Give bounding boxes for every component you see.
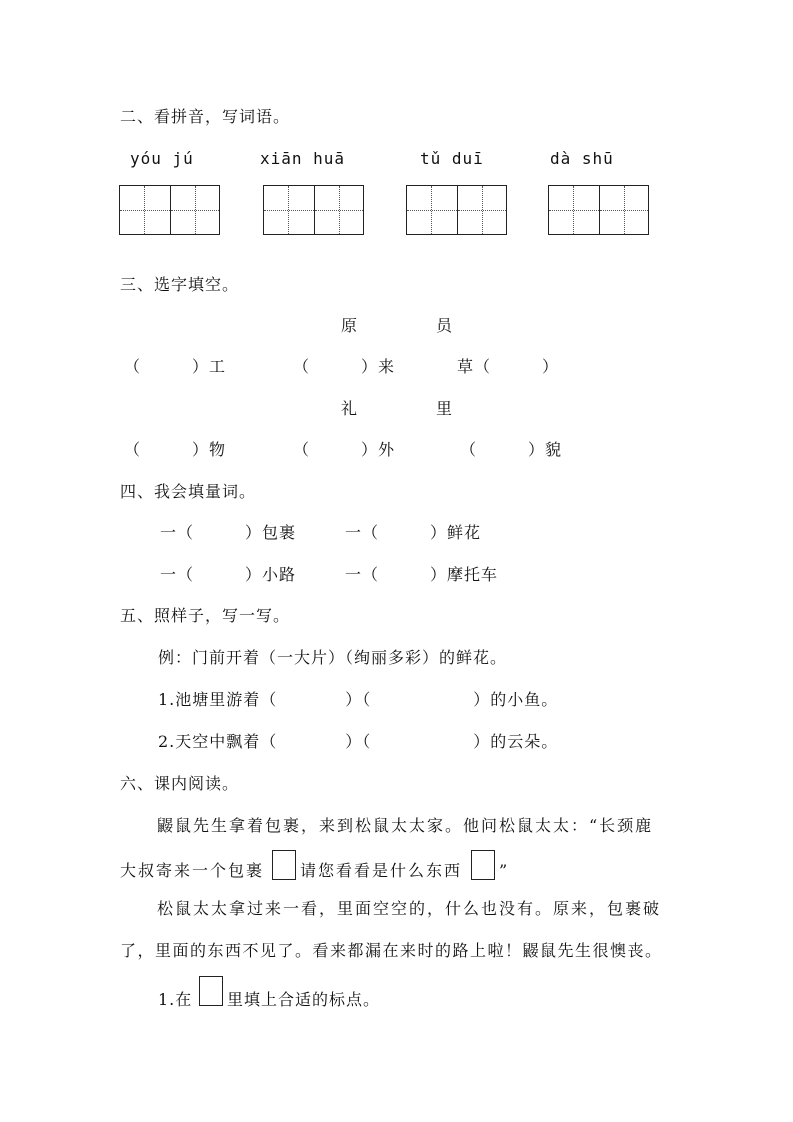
grid-cell[interactable] [120, 186, 170, 234]
fill-item[interactable]: （ ）工 [124, 357, 227, 376]
measure-word-item[interactable]: 一（ ）摩托车 [345, 565, 499, 584]
grid-cell[interactable] [457, 186, 507, 234]
pinyin-1: yóu jú [130, 149, 194, 168]
section-6-title: 六、课内阅读。 [120, 774, 240, 793]
writing-grid-2[interactable] [263, 185, 364, 235]
writing-grid-4[interactable] [548, 185, 649, 235]
section-2-title: 二、看拼音，写词语。 [120, 107, 291, 126]
grid-cell[interactable] [549, 186, 599, 234]
section-5-title: 五、照样子，写一写。 [120, 606, 291, 625]
section-4-title: 四、我会填量词。 [120, 482, 257, 501]
punctuation-box[interactable] [471, 850, 495, 880]
grid-cell[interactable] [407, 186, 457, 234]
measure-word-item[interactable]: 一（ ）小路 [160, 565, 297, 584]
fill-item[interactable]: （ ）外 [293, 440, 396, 459]
section-3-title: 三、选字填空。 [120, 275, 240, 294]
fill-item[interactable]: （ ）来 [293, 357, 396, 376]
grid-cell[interactable] [314, 186, 364, 234]
choice-char-4: 里 [436, 399, 454, 418]
pinyin-4: dà shū [550, 149, 614, 168]
pinyin-3: tǔ duī [420, 149, 484, 168]
reading-paragraph-2-line-1: 松鼠太太拿过来一看，里面空空的，什么也没有。原来，包裹破 [157, 899, 662, 918]
punctuation-box[interactable] [272, 850, 296, 880]
reading-question-1a: 1.在 [158, 990, 193, 1009]
punctuation-box[interactable] [199, 976, 223, 1006]
grid-cell[interactable] [264, 186, 314, 234]
choice-char-3: 礼 [341, 399, 359, 418]
measure-word-item[interactable]: 一（ ）包裹 [160, 523, 297, 542]
writing-grid-1[interactable] [119, 185, 220, 235]
fill-item[interactable]: （ ）貌 [460, 440, 563, 459]
reading-paragraph-2-line-2: 了，里面的东西不见了。看来都漏在来时的路上啦！鼹鼠先生很懊丧。 [120, 941, 663, 960]
choice-char-2: 员 [436, 316, 454, 335]
example-sentence: 例：门前开着（一大片）（绚丽多彩）的鲜花。 [158, 648, 508, 667]
choice-char-1: 原 [341, 316, 359, 335]
grid-cell[interactable] [599, 186, 649, 234]
reading-paragraph-1-line-2a: 大叔寄来一个包裹 [120, 861, 265, 880]
reading-question-1b: 里填上合适的标点。 [227, 990, 381, 1009]
fill-item[interactable]: （ ）物 [124, 440, 227, 459]
reading-paragraph-1-line-1: 鼹鼠先生拿着包裹，来到松鼠太太家。他问松鼠太太：“长颈鹿 [157, 816, 654, 835]
question-1[interactable]: 1.池塘里游着（ ）（ ）的小鱼。 [158, 690, 559, 709]
measure-word-item[interactable]: 一（ ）鲜花 [345, 523, 482, 542]
pinyin-2: xiān huā [260, 149, 346, 168]
fill-item[interactable]: 草（ ） [457, 357, 560, 376]
writing-grid-3[interactable] [406, 185, 507, 235]
reading-paragraph-1-line-2b: 请您看看是什么东西 [300, 861, 463, 880]
question-2[interactable]: 2.天空中飘着（ ）（ ）的云朵。 [158, 732, 559, 751]
grid-cell[interactable] [170, 186, 220, 234]
closing-quote: ” [499, 861, 509, 880]
